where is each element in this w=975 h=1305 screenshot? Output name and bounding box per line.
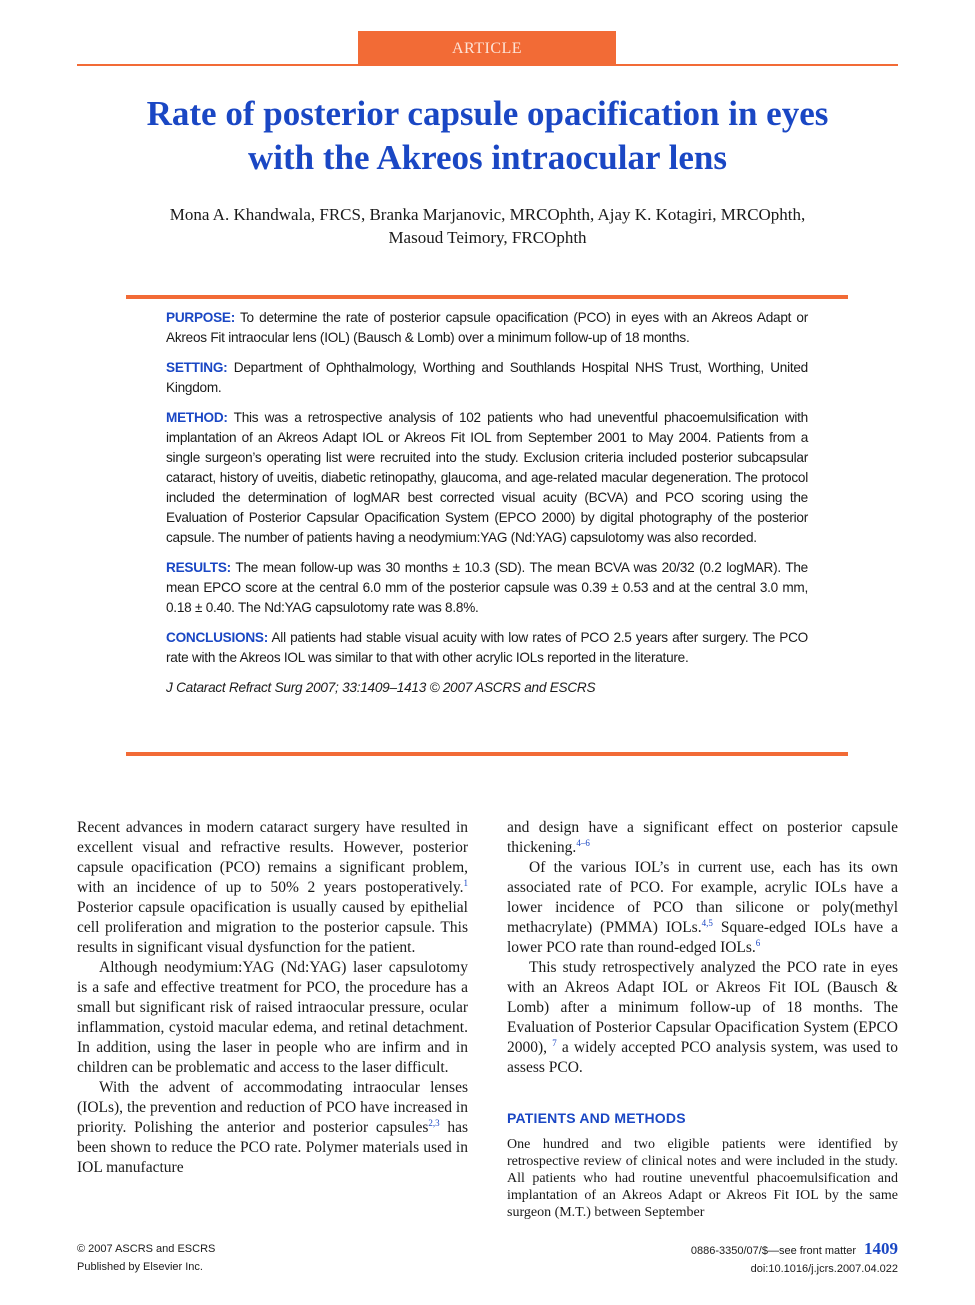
setting-label: SETTING:	[166, 360, 228, 375]
footer-right	[691, 1240, 898, 1278]
body-text: Recent advances in modern cataract surgery have resulted in excellent visual and refractive results. However, posterior capsule opacification (PCO) remains a significant problem, with an incidence of up to 50% 2 years postoperatively.	[77, 819, 468, 896]
purpose-label: PURPOSE:	[166, 310, 236, 325]
footer-left	[77, 1240, 215, 1276]
reference-link[interactable]: 1	[463, 877, 468, 888]
abstract-conclusions	[166, 628, 808, 668]
abstract-method	[166, 408, 808, 548]
body-text: With the advent of accommodating intraocular lenses (IOLs), the prevention and reduction of PCO have increased in priority. Polishing the anterior and posterior capsules	[77, 1079, 468, 1136]
section-heading: PATIENTS AND METHODS	[507, 1110, 686, 1126]
title-line-2: with the Akreos intraocular lens	[248, 138, 727, 177]
abstract-purpose	[166, 308, 808, 348]
body-paragraph: Although neodymium:YAG (Nd:YAG) laser capsulotomy is a safe and effective treatment for PCO, the procedure has a small but significant risk of raised intraocular pressure, ocular inflammation, cystoid macular edema, and retinal detachment. In addition, using the laser in people who are infirm and in children can be problematic and access to the laser difficult.	[77, 959, 468, 1076]
citation-line: J Cataract Refract Surg 2007; 33:1409–1413 © 2007 ASCRS and ESCRS	[166, 680, 596, 695]
reference-link[interactable]: 2,3	[428, 1117, 440, 1128]
reference-link[interactable]: 7	[552, 1037, 557, 1048]
title-line-1: Rate of posterior capsule opacification in eyes	[146, 94, 829, 133]
abstract-setting	[166, 358, 808, 398]
method-text: This was a retrospective analysis of 102 patients who had uneventful phacoemulsification with implantation of an Akreos Adapt IOL or Akreos Fit IOL from September 2001 to May 2004. Patients from a single surgeon’s operating list were recruited into the study. Exclusion criteria included posterior subcapsular cataract, history of uveitis, diabetic retinopathy, glaucoma, and age-related macular degeneration. The protocol included the determination of logMAR best corrected visual acuity (BCVA) and PCO scoring using the Evaluation of Posterior Capsular Opacification System (EPCO 2000) by digital photography of the posterior capsule. The number of patients having a neodymium:YAG (Nd:YAG) capsulotomy was also recorded.	[166, 410, 808, 545]
body-paragraph	[77, 818, 468, 958]
purpose-text: To determine the rate of posterior capsule opacification (PCO) in eyes with an Akreos Adapt or Akreos Fit intraocular lens (IOL) (Bausch & Lomb) over a minimum follow-up of 18 months.	[166, 310, 808, 345]
body-text: a widely accepted PCO analysis system, was used to assess PCO.	[507, 1039, 898, 1076]
article-title	[77, 92, 898, 180]
authors-line-2: Masoud Teimory, FRCOphth	[388, 228, 587, 247]
body-text: Of the various IOL’s in current use, each has its own associated rate of PCO. For example, acrylic IOLs have a lower incidence of PCO than silicone or poly(methyl methacrylate) (PMMA) IOLs.	[507, 859, 898, 936]
author-list	[77, 203, 898, 249]
body-text: This study retrospectively analyzed the PCO rate in eyes with an Akreos Adapt IOL or Akreos Fit IOL (Bausch & Lomb) after a minimum follow-up of 18 months. The Evaluation of Posterior Capsular Opacification System (EPCO 2000),	[507, 959, 898, 1056]
authors-line-1: Mona A. Khandwala, FRCS, Branka Marjanovic, MRCOphth, Ajay K. Kotagiri, MRCOphth,	[169, 205, 806, 224]
body-paragraph	[507, 858, 898, 958]
body-text: has been shown to reduce the PCO rate. Polymer materials used in IOL manufacture	[77, 1119, 468, 1176]
body-column-left	[77, 818, 468, 1178]
body-column-right	[507, 818, 898, 1221]
conclusions-label: CONCLUSIONS:	[166, 630, 268, 645]
method-label: METHOD:	[166, 410, 228, 425]
reference-link[interactable]: 4–6	[576, 837, 590, 848]
results-text: The mean follow-up was 30 months ± 10.3 (SD). The mean BCVA was 20/32 (0.2 logMAR). The mean EPCO score at the central 6.0 mm of the posterior capsule was 0.39 ± 0.53 and at the central 3.0 mm, 0.18 ± 0.40. The Nd:YAG capsulotomy rate was 8.8%.	[166, 560, 808, 615]
setting-text: Department of Ophthalmology, Worthing and Southlands Hospital NHS Trust, Worthing, United Kingdom.	[166, 360, 808, 395]
body-paragraph	[507, 958, 898, 1078]
results-label: RESULTS:	[166, 560, 231, 575]
abstract-results	[166, 558, 808, 618]
abstract-top-rule	[126, 295, 848, 299]
article-type-label: ARTICLE	[358, 31, 616, 65]
copyright-notice: © 2007 ASCRS and ESCRS	[77, 1243, 216, 1255]
doi-link[interactable]: doi:10.1016/j.jcrs.2007.04.022	[750, 1263, 898, 1275]
header-rule	[77, 64, 898, 66]
body-paragraph	[507, 818, 898, 858]
publisher-line: Published by Elsevier Inc.	[77, 1261, 203, 1273]
reference-link[interactable]: 6	[755, 937, 761, 948]
reference-link[interactable]: 4,5	[701, 917, 713, 928]
issn-line	[691, 1240, 898, 1260]
conclusions-text: All patients had stable visual acuity with low rates of PCO 2.5 years after surgery. The PCO rate with the Akreos IOL was similar to that with other acrylic IOLs reported in the literature.	[166, 630, 808, 665]
abstract	[166, 308, 808, 708]
body-text: Square-edged IOLs have a lower PCO rate than round-edged IOLs.	[507, 919, 898, 956]
abstract-bottom-rule	[126, 752, 848, 756]
body-text: Posterior capsule opacification is usually caused by epithelial cell proliferation and migration to the posterior capsule. This results in significant visual dysfunction for the patient.	[77, 899, 468, 956]
body-paragraph: One hundred and two eligible patients were identified by retrospective review of clinical notes and were included in the study. All patients who had routine uneventful phacoemulsification and implantation of an Akreos Adapt or Akreos Fit IOL by the same surgeon (M.T.) between September	[507, 1137, 898, 1220]
issn-text: 0886-3350/07/$—see front matter	[690, 1245, 856, 1257]
body-text: and design have a significant effect on posterior capsule thickening.	[507, 819, 898, 856]
body-paragraph	[77, 1078, 468, 1178]
page-number: 1409	[864, 1239, 898, 1258]
